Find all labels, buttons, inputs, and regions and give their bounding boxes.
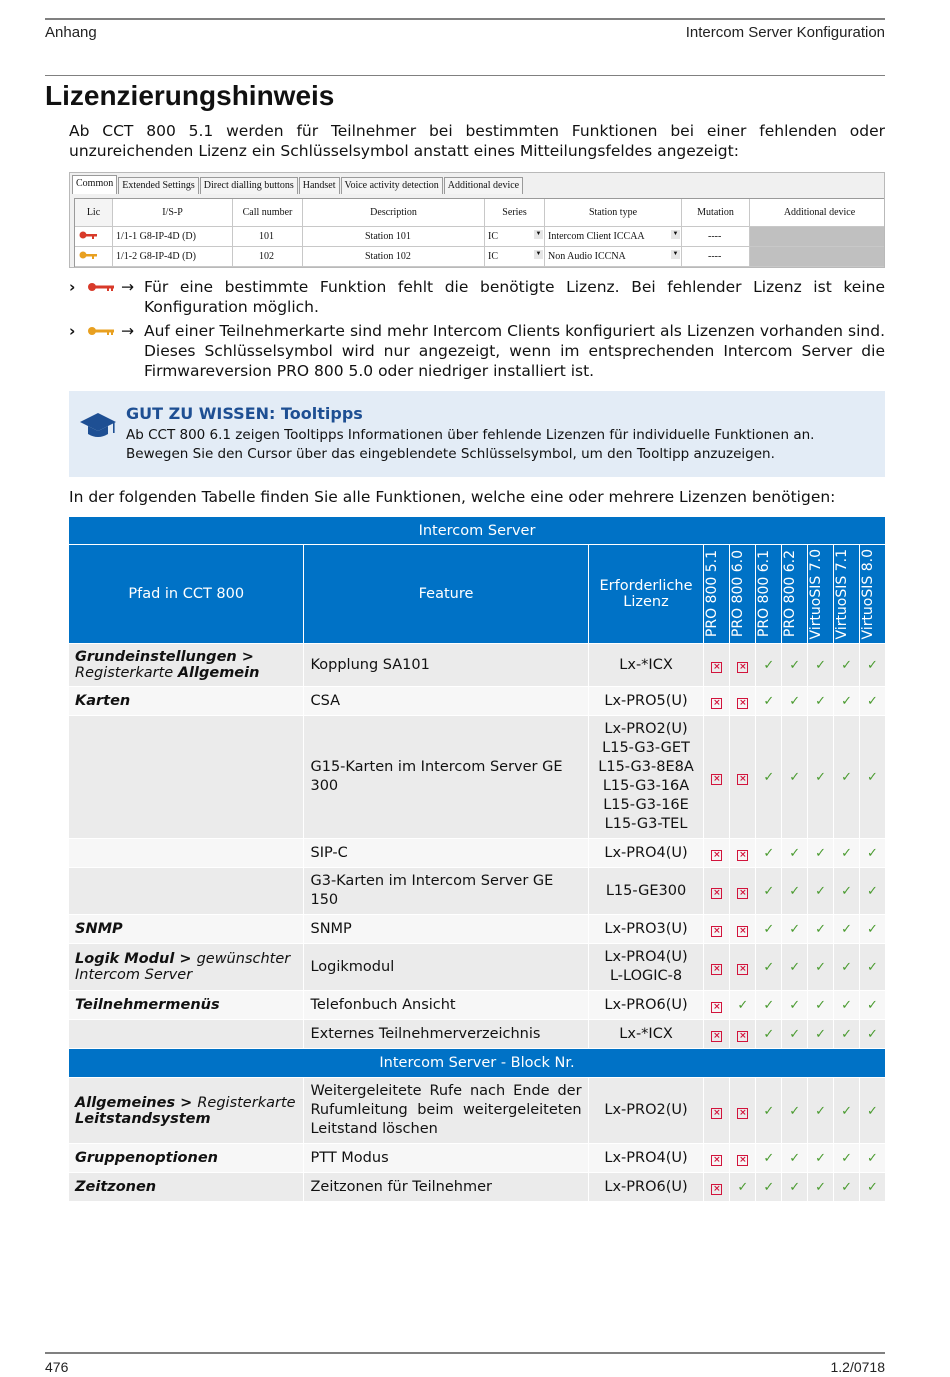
info-line-1: Ab CCT 800 6.1 zeigen Tooltipps Informationen über fehlende Lizenzen für individuelle Funktionen an. [126,427,815,443]
supported-icon: ✓ [860,1173,886,1202]
chevron-down-icon[interactable]: ▼ [535,231,542,237]
supported-icon: ✓ [756,1173,782,1202]
arrow-right-icon: → [121,278,134,296]
tab-direct-dialling[interactable]: Direct dialling buttons [200,177,298,194]
license-code: Lx-PRO4(U) [604,844,688,861]
supported-icon: ✓ [834,1173,860,1202]
table-row [69,644,886,687]
table-intro: In der folgenden Tabelle finden Sie alle Funktionen, welche eine oder mehrere Lizenzen benötigen: [69,488,836,506]
header-section: Anhang [45,24,97,41]
supported-icon: ✓ [730,991,756,1020]
table-row [69,687,886,716]
not-supported-icon: × [730,868,756,915]
row-path [69,944,304,991]
table-column-header [69,545,886,644]
supported-icon: ✓ [834,991,860,1020]
not-supported-icon: × [704,944,730,991]
not-supported-icon: × [704,687,730,716]
chevron-down-icon[interactable]: ▼ [672,231,679,237]
supported-icon: ✓ [860,915,886,944]
supported-icon: ✓ [782,687,808,716]
supported-icon: ✓ [808,839,834,868]
col-additional-device: Additional device [750,199,885,227]
col-path: Pfad in CCT 800 [69,545,304,644]
row2-type-value: Non Audio ICCNA [548,251,626,262]
supported-icon: ✓ [756,944,782,991]
row-feature: Logikmodul [304,944,588,991]
version-label: PRO 800 6.2 [782,550,799,638]
path-main: Karten [75,693,131,709]
key-icon [78,230,98,240]
not-supported-icon: × [730,1144,756,1173]
version-label: VirtuoSIS 7.1 [834,548,851,640]
row-path [69,868,304,915]
supported-icon: ✓ [834,915,860,944]
supported-icon: ✓ [808,1020,834,1049]
row2-mutation: ---- [682,247,750,267]
bullet-text: Für eine bestimmte Funktion fehlt die benötigte Lizenz. Bei fehlender Lizenz ist keine Konfiguration möglich. [144,278,885,316]
tab-additional-device[interactable]: Additional device [444,177,523,194]
table-row [69,1144,886,1173]
supported-icon: ✓ [834,944,860,991]
row1-call: 101 [233,227,303,247]
row-path [69,839,304,868]
not-supported-icon: × [730,1078,756,1144]
row-license [589,1020,705,1049]
path-sub-bold: Allgemein [177,665,260,681]
row-feature: Weitergeleitete Rufe nach Ende der Rufumleitung beim weitergeleiteten Leitstand löschen [304,1078,588,1144]
not-supported-icon: × [704,991,730,1020]
license-code: Lx-PRO6(U) [604,1178,688,1195]
supported-icon: ✓ [730,1173,756,1202]
supported-icon: ✓ [860,644,886,687]
footer-rule [45,1352,885,1354]
col-version [756,545,782,644]
license-code: L15-G3-16A [602,778,690,794]
supported-icon: ✓ [756,1144,782,1173]
row-feature: Kopplung SA101 [304,644,588,687]
row-feature: SNMP [304,915,588,944]
supported-icon: ✓ [782,915,808,944]
path-main: Allgemeines > [75,1094,193,1111]
bullet-text: Auf einer Teilnehmerkarte sind mehr Intercom Clients konfiguriert als Lizenzen vorhanden sind. Dieses Schlüsselsymbol wird nur angezeigt, wenn im entsprechenden Intercom Server die Firmwareversion PRO 800 5.0 oder niedriger installiert ist. [144,322,885,380]
table-row [69,991,886,1020]
row2-type[interactable] [545,247,682,267]
row-feature: SIP-C [304,839,588,868]
supported-icon: ✓ [808,944,834,991]
path-sub: Registerkarte [75,665,178,681]
supported-icon: ✓ [860,991,886,1020]
row-feature: CSA [304,687,588,716]
station-grid [74,198,884,268]
doc-version: 1.2/0718 [830,1359,885,1375]
section-intercom-server: Intercom Server [69,517,886,545]
path-main: Grundeinstellungen > [75,649,254,665]
info-body [126,426,814,464]
not-supported-icon: × [730,915,756,944]
license-code: L15-G3-8E8A [598,759,694,775]
col-isp: I/S-P [113,199,233,227]
row1-desc: Station 101 [303,227,485,247]
supported-icon: ✓ [808,1173,834,1202]
supported-icon: ✓ [756,839,782,868]
supported-icon: ✓ [808,868,834,915]
supported-icon: ✓ [808,915,834,944]
supported-icon: ✓ [834,839,860,868]
row-license [589,991,705,1020]
path-sub-bold: Leitstandsystem [75,1110,211,1127]
table-section-header [69,517,886,545]
row-path [69,991,304,1020]
row-path [69,644,304,687]
tab-voice-activity[interactable]: Voice activity detection [341,177,443,194]
row1-type[interactable] [545,227,682,247]
chevron-right-icon: › [69,322,76,340]
row-feature: PTT Modus [304,1144,588,1173]
supported-icon: ✓ [756,716,782,839]
table-row [69,944,886,991]
supported-icon: ✓ [834,687,860,716]
col-call-number: Call number [233,199,303,227]
supported-icon: ✓ [860,944,886,991]
row-license [589,687,705,716]
bullet-too-many-clients [69,321,885,383]
license-code: Lx-PRO2(U) [604,1102,688,1118]
license-code: Lx-PRO4(U) [604,949,688,965]
info-line-2: Bewegen Sie den Cursor über das eingeblendete Schlüsselsymbol, um den Tooltipp anzuzeigen. [126,446,775,462]
graduation-cap-icon [79,411,117,441]
table-section-header [69,1049,886,1078]
page-number: 476 [45,1359,69,1375]
key-icon-orange [87,326,115,336]
supported-icon: ✓ [756,1020,782,1049]
row1-series-value: IC [488,231,498,242]
not-supported-icon: × [704,1078,730,1144]
version-label: VirtuoSIS 7.0 [808,548,825,640]
info-box [69,391,885,477]
tab-extended-settings[interactable]: Extended Settings [118,177,199,194]
tab-common[interactable]: Common [72,175,117,194]
table-row [69,1020,886,1049]
not-supported-icon: × [730,944,756,991]
license-table [69,517,886,1202]
supported-icon: ✓ [860,1078,886,1144]
table-row [69,1078,886,1144]
row1-lic-key[interactable] [75,227,113,247]
supported-icon: ✓ [782,644,808,687]
col-version [834,545,860,644]
header-chapter: Intercom Server Konfiguration [685,24,885,41]
not-supported-icon: × [730,644,756,687]
row2-series-value: IC [488,251,498,262]
not-supported-icon: × [704,915,730,944]
supported-icon: ✓ [756,991,782,1020]
supported-icon: ✓ [756,915,782,944]
table-row [69,915,886,944]
table-row [69,868,886,915]
not-supported-icon: × [704,1173,730,1202]
col-version [808,545,834,644]
table-row [69,839,886,868]
chevron-right-icon: › [69,278,76,296]
supported-icon: ✓ [860,1144,886,1173]
row2-additional [750,247,885,267]
path-main: Teilnehmermenüs [75,997,220,1013]
not-supported-icon: × [704,868,730,915]
supported-icon: ✓ [860,687,886,716]
col-station-type: Station type [545,199,682,227]
screenshot-tabs [72,177,524,194]
col-version [730,545,756,644]
supported-icon: ✓ [860,839,886,868]
supported-icon: ✓ [756,1078,782,1144]
header-rule [45,75,885,76]
supported-icon: ✓ [756,644,782,687]
license-code: Lx-*ICX [619,656,673,673]
license-code: L15-G3-GET [602,740,690,756]
not-supported-icon: × [704,839,730,868]
supported-icon: ✓ [808,991,834,1020]
not-supported-icon: × [730,716,756,839]
supported-icon: ✓ [782,868,808,915]
row-feature: Externes Teilnehmerverzeichnis [304,1020,588,1049]
supported-icon: ✓ [834,644,860,687]
col-version [860,545,886,644]
col-mutation: Mutation [682,199,750,227]
row-license [589,839,705,868]
row-path [69,1078,304,1144]
supported-icon: ✓ [782,716,808,839]
row1-mutation: ---- [682,227,750,247]
row-license [589,1078,705,1144]
row-path [69,1144,304,1173]
row-license [589,1173,705,1202]
supported-icon: ✓ [756,687,782,716]
path-sub: gewünschter Intercom Server [75,951,291,983]
row1-type-value: Intercom Client ICCAA [548,231,645,242]
row-path [69,687,304,716]
row2-isp: 1/1-2 G8-IP-4D (D) [113,247,233,267]
row1-isp: 1/1-1 G8-IP-4D (D) [113,227,233,247]
row-feature: G15-Karten im Intercom Server GE 300 [304,716,588,839]
chevron-down-icon[interactable]: ▼ [535,251,542,257]
version-label: VirtuoSIS 8.0 [860,548,877,640]
row-license [589,868,705,915]
row-path [69,716,304,839]
row-license [589,644,705,687]
supported-icon: ✓ [782,991,808,1020]
table-row [69,716,886,839]
license-code: L15-G3-TEL [604,816,688,832]
supported-icon: ✓ [782,839,808,868]
not-supported-icon: × [730,1020,756,1049]
supported-icon: ✓ [860,1020,886,1049]
path-main: Logik Modul > [75,951,192,967]
not-supported-icon: × [704,716,730,839]
path-main: Zeitzonen [75,1179,157,1195]
col-series: Series [485,199,545,227]
license-code: Lx-PRO4(U) [604,1149,688,1166]
key-icon-red [87,282,115,292]
supported-icon: ✓ [834,1144,860,1173]
supported-icon: ✓ [860,716,886,839]
row-feature: Zeitzonen für Teilnehmer [304,1173,588,1202]
row-license [589,716,705,839]
row-feature: Telefonbuch Ansicht [304,991,588,1020]
cct-screenshot [69,172,885,268]
table-row [69,1173,886,1202]
license-code: L-LOGIC-8 [609,968,683,984]
row-feature: G3-Karten im Intercom Server GE 150 [304,868,588,915]
row2-lic-key[interactable] [75,247,113,267]
row2-desc: Station 102 [303,247,485,267]
col-version [704,545,730,644]
supported-icon: ✓ [808,1078,834,1144]
arrow-right-icon: → [121,322,134,340]
info-heading: GUT ZU WISSEN: Tooltipps [126,404,363,423]
chevron-down-icon[interactable]: ▼ [672,251,679,257]
col-license: Erforderliche Lizenz [589,545,705,644]
path-sub: Registerkarte [197,1094,296,1111]
license-code: Lx-PRO5(U) [604,692,688,709]
supported-icon: ✓ [782,944,808,991]
top-rule [45,18,885,20]
section-block-nr: Intercom Server - Block Nr. [69,1049,886,1078]
row2-series[interactable] [485,247,545,267]
intro-text: Ab CCT 800 5.1 werden für Teilnehmer bei bestimmten Funktionen bei einer fehlenden oder unzureichenden Lizenz ein Schlüsselsymbol anstatt eines Mitteilungsfeldes angezeigt: [69,122,885,160]
supported-icon: ✓ [834,868,860,915]
supported-icon: ✓ [834,1020,860,1049]
not-supported-icon: × [730,839,756,868]
supported-icon: ✓ [808,716,834,839]
row-license [589,915,705,944]
not-supported-icon: × [730,687,756,716]
supported-icon: ✓ [808,687,834,716]
row-path [69,1020,304,1049]
supported-icon: ✓ [782,1173,808,1202]
version-label: PRO 800 6.1 [756,550,773,638]
row-license [589,944,705,991]
supported-icon: ✓ [808,1144,834,1173]
bullet-missing-license [69,277,885,319]
version-label: PRO 800 6.0 [730,550,747,638]
page-title: Lizenzierungshinweis [45,80,335,111]
supported-icon: ✓ [782,1144,808,1173]
key-icon [78,250,98,260]
supported-icon: ✓ [808,644,834,687]
row-path [69,1173,304,1202]
version-label: PRO 800 5.1 [704,550,721,638]
license-code: Lx-PRO2(U) [604,721,688,737]
not-supported-icon: × [704,1020,730,1049]
tab-handset[interactable]: Handset [299,177,340,194]
license-code: Lx-PRO3(U) [604,920,688,937]
row2-call: 102 [233,247,303,267]
col-lic: Lic [75,199,113,227]
row1-additional [750,227,885,247]
not-supported-icon: × [704,644,730,687]
supported-icon: ✓ [860,868,886,915]
col-version [782,545,808,644]
row-path [69,915,304,944]
row1-series[interactable] [485,227,545,247]
supported-icon: ✓ [834,1078,860,1144]
col-feature: Feature [304,545,588,644]
license-code: Lx-PRO6(U) [604,996,688,1013]
path-main: SNMP [75,921,123,937]
supported-icon: ✓ [782,1078,808,1144]
path-main: Gruppenoptionen [75,1150,218,1166]
license-code: Lx-*ICX [619,1025,673,1042]
license-code: L15-G3-16E [603,797,689,813]
not-supported-icon: × [704,1144,730,1173]
col-description: Description [303,199,485,227]
supported-icon: ✓ [834,716,860,839]
license-code: L15-GE300 [605,882,687,899]
supported-icon: ✓ [782,1020,808,1049]
supported-icon: ✓ [756,868,782,915]
row-license [589,1144,705,1173]
